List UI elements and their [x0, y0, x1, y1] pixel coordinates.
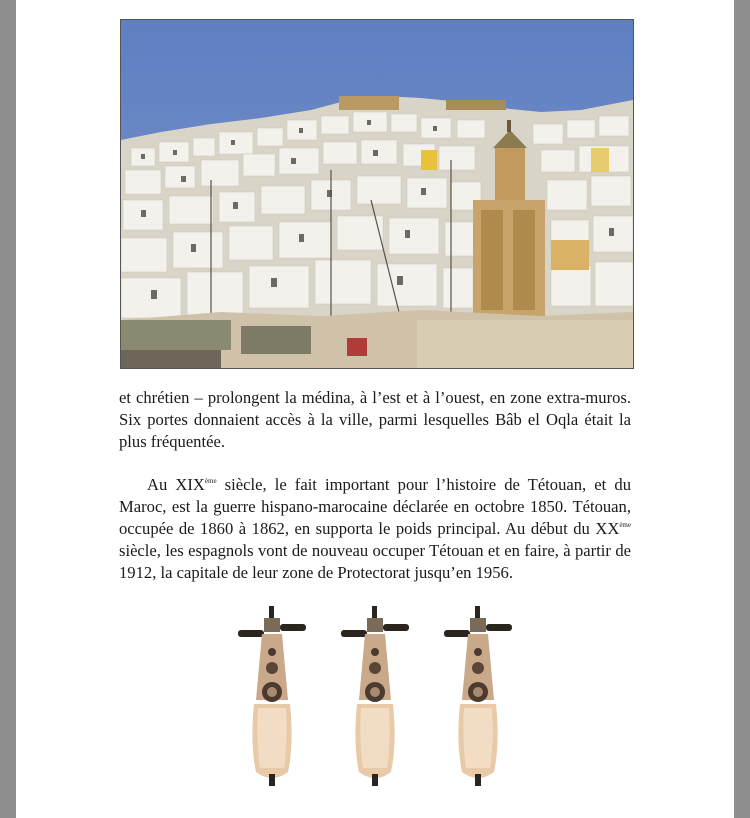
paragraph-2: [119, 474, 631, 584]
document-page: [16, 0, 734, 818]
paragraph-2-part1: Au XIX: [147, 475, 205, 494]
paragraph-2-part3: siècle, les espagnols vont de nouveau occuper Tétouan et en faire, à partir de 1912, la capitale de leur zone de Protectorat jusqu’en 1956.: [119, 541, 631, 582]
rebab-instrument-icon: [442, 604, 514, 790]
superscript-eme-2: ème: [619, 521, 631, 529]
city-photo-illustration: [121, 20, 633, 368]
paragraph-1: et chrétien – prolongent la médina, à l’est et à l’ouest, en zone extra-muros. Six portes donnaient accès à la ville, parmi lesquelles Bâb el Oqla était la plus fréquentée.: [119, 388, 631, 451]
city-photo: [120, 19, 634, 369]
instrument-illustrations: [236, 604, 536, 794]
paragraph-2-part2: siècle, le fait important pour l’histoire de Tétouan, et du Maroc, est la guerre hispano-marocaine déclarée en octobre 1850. Tétouan, occupée de 1860 à 1862, en supporta le poids principal. Au début du XX: [119, 475, 631, 538]
rebab-instrument-icon: [339, 604, 411, 790]
rebab-instrument-icon: [236, 604, 308, 790]
superscript-eme-1: ème: [204, 477, 217, 485]
